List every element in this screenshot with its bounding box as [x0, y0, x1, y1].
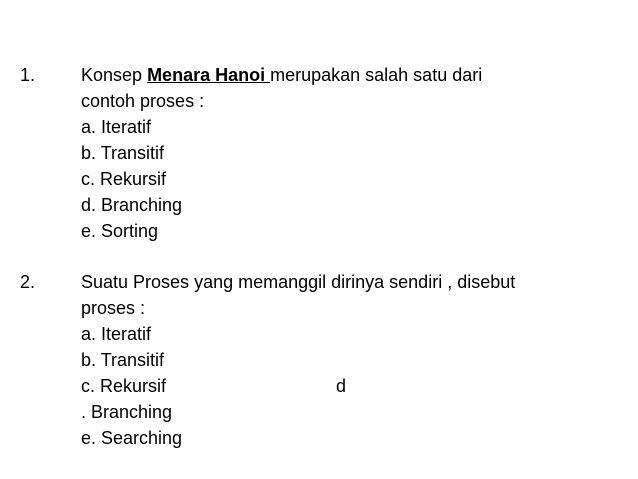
question-1-option-a: a. Iteratif	[81, 117, 152, 137]
question-2-number: 2.	[20, 272, 36, 292]
question-2-stem-line-1: Suatu Proses yang memanggil dirinya sendiri , disebut	[81, 272, 516, 292]
question-1-stem-line-1	[81, 64, 482, 86]
question-1-option-d: d. Branching	[81, 195, 183, 215]
question-2-option-d: . Branching	[81, 402, 173, 422]
question-1-number: 1.	[20, 65, 36, 85]
question-1-option-b: b. Transitif	[81, 143, 165, 163]
question-2-option-c: c. Rekursif	[81, 376, 167, 396]
question-1-stem-suffix: merupakan salah satu dari	[270, 65, 483, 85]
question-2-option-b: b. Transitif	[81, 350, 165, 370]
question-1-option-e: e. Sorting	[81, 221, 159, 241]
question-1-emphasis: Menara Hanoi	[147, 65, 271, 85]
question-2-option-e: e. Searching	[81, 428, 183, 448]
question-2-option-a: a. Iteratif	[81, 324, 152, 344]
question-1-stem-line-2: contoh proses :	[81, 91, 205, 111]
question-2-stray-letter: d	[336, 376, 347, 396]
question-1-stem-prefix: Konsep	[81, 65, 148, 85]
question-2-stem-line-2: proses :	[81, 298, 146, 318]
question-1-option-c: c. Rekursif	[81, 169, 167, 189]
